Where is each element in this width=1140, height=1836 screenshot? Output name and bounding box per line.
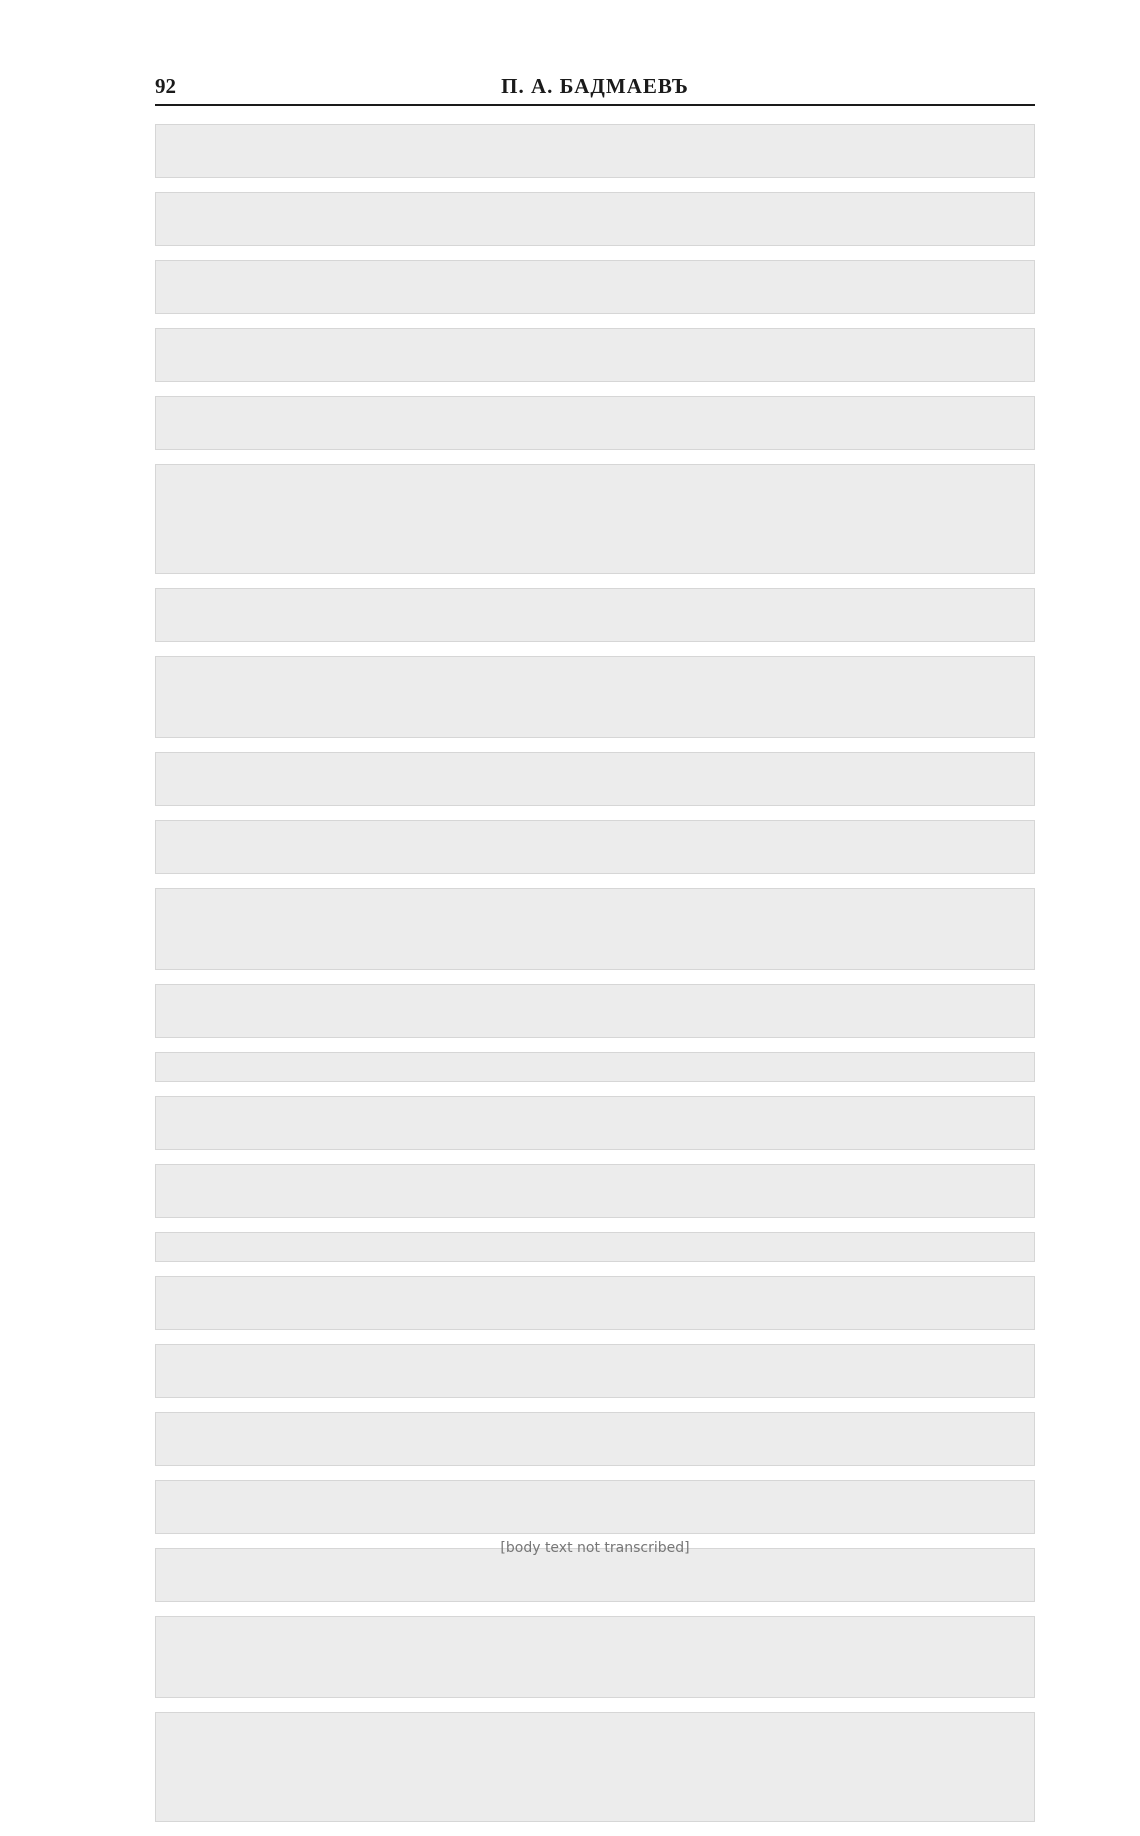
paragraph-placeholder <box>155 328 1035 382</box>
paragraph-placeholder <box>155 1616 1035 1698</box>
unrecovered-note: [body text not transcribed] <box>500 1540 690 1556</box>
paragraph-placeholder <box>155 752 1035 806</box>
paragraph-placeholder <box>155 1344 1035 1398</box>
paragraph-placeholder <box>155 888 1035 970</box>
paragraph-placeholder <box>155 1412 1035 1466</box>
paragraph-placeholder <box>155 820 1035 874</box>
body-text <box>155 124 1035 1822</box>
paragraph-placeholder <box>155 1276 1035 1330</box>
paragraph-placeholder <box>155 1480 1035 1534</box>
paragraph-placeholder <box>155 464 1035 574</box>
paragraph-placeholder <box>155 1052 1035 1082</box>
paragraph-placeholder <box>155 1712 1035 1822</box>
paragraph-placeholder <box>155 1548 1035 1602</box>
book-page <box>155 70 1035 1836</box>
paragraph-placeholder <box>155 1096 1035 1150</box>
running-title: П. А. БАДМАЕВЪ <box>501 74 689 98</box>
paragraph-placeholder <box>155 984 1035 1038</box>
paragraph-placeholder <box>155 656 1035 738</box>
running-head <box>155 70 1035 106</box>
paragraph-placeholder <box>155 396 1035 450</box>
paragraph-placeholder <box>155 588 1035 642</box>
paragraph-placeholder <box>155 1232 1035 1262</box>
paragraph-placeholder <box>155 260 1035 314</box>
paragraph-placeholder <box>155 1164 1035 1218</box>
paragraph-placeholder <box>155 192 1035 246</box>
page-number: 92 <box>155 74 176 98</box>
paragraph-placeholder <box>155 124 1035 178</box>
